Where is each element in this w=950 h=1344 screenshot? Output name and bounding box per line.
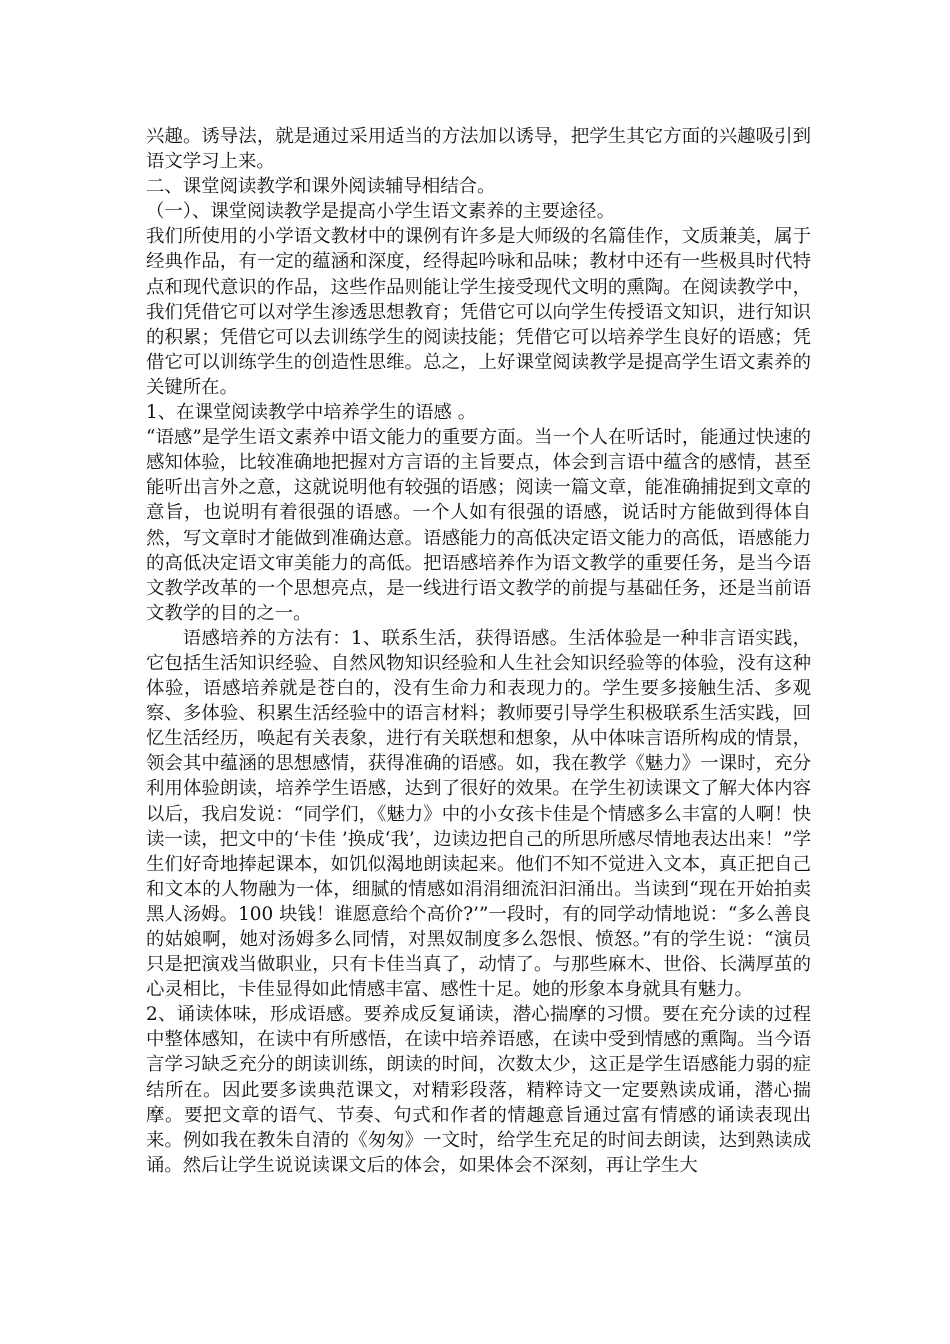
paragraph-language-sense-definition: “语感”是学生语文素养中语文能力的重要方面。当一个人在听话时，能通过快速的感知体验，比较准确地把握对方言语的主旨要点，体会到言语中蕴含的感情，甚至能听出言外之意，这就说明他有较强的语感；阅读一篇文章，能准确捕捉到文章的意旨，也说明有着很强的语感。一个人如有很强的语感，说话时方能做到得体自然，写文章时才能做到准确达意。语感能力的高低决定语文能力的高低，语感能力的高低决定语文审美能力的高低。把语感培养作为语文教学的重要任务，是当今语文教学改革的一个思想亮点，是一线进行语文教学的前提与基础任务，还是当前语文教学的目的之一。 — [146, 427, 811, 624]
paragraph-textbook-value: 我们所使用的小学语文教材中的课例有许多是大师级的名篇佳作，文质兼美，属于经典作品，有一定的蕴涵和深度，经得起吟咏和品味；教材中还有一些极具时代特点和现代意识的作品，这些作品则能让学生接受现代文明的熏陶。在阅读教学中，我们凭借它可以对学生渗透思想教育；凭借它可以向学生传授语文知识，进行知识的积累；凭借它可以去训练学生的阅读技能；凭借它可以培养学生良好的语感；凭借它可以训练学生的创造性思维。总之，上好课堂阅读教学是提高学生语文素养的关键所在。 — [146, 226, 811, 398]
section-heading: 二、课堂阅读教学和课外阅读辅导相结合。 — [146, 176, 496, 198]
paragraph-method-recitation: 2、诵读体味，形成语感。要养成反复诵读，潜心揣摩的习惯。要在充分读的过程中整体感知，在读中有所感悟，在读中培养语感，在读中受到情感的熏陶。当今语言学习缺乏充分的朗读训练，朗读的时间，次数太少，这正是学生语感能力弱的症结所在。因此要多读典范课文，对精彩段落，精粹诗文一定要熟读成诵，潜心揣摩。要把文章的语气、节奏、句式和作者的情趣意旨通过富有情感的诵读表现出来。例如我在教朱自清的《匆匆》一文时，给学生充足的时间去朗读，达到熟读成诵。然后让学生说说读课文后的体会，如果体会不深刻，再让学生大 — [146, 1004, 811, 1176]
paragraph-method-life-connection: 语感培养的方法有：1、联系生活，获得语感。生活体验是一种非言语实践，它包括生活知识经验、自然风物知识经验和人生社会知识经验等的体验，没有这种体验，语感培养就是苍白的，没有生命力和表现力的。学生要多接触生活、多观察、多体验、积累生活经验中的语言材料；教师要引导学生积极联系生活实践，回忆生活经历，唤起有关表象，进行有关联想和想象，从中体味言语所构成的情景，领会其中蕴涵的思想感情，获得准确的语感。如，我在教学《魅力》一课时，充分利用体验朗读，培养学生语感，达到了很好的效果。在学生初读课文了解大体内容以后，我启发说：“同学们，《魅力》中的小女孩卡佳是个情感多么丰富的人啊！快读一读，把文中的‘卡佳 ’换成‘我’，边读边把自己的所思所感尽情地表达出来！”学生们好奇地捧起课本，如饥似渴地朗读起来。他们不知不觉进入文本，真正把自己和文本的人物融为一体，细腻的情感如涓涓细流汩汩涌出。当读到“现在开始拍卖黑人汤姆。100 块钱！谁愿意给个高价?’”一段时，有的同学动情地说：“多么善良的姑娘啊，她对汤姆多么同情，对黑奴制度多么怨恨、愤怒。”有的学生说：“演员只是把演戏当做职业，只有卡佳当真了，动情了。与那些麻木、世俗、长满厚茧的心灵相比，卡佳显得如此情感丰富、感性十足。她的形象本身就具有魅力。 — [146, 627, 811, 1001]
point-heading-language-sense: 1、在课堂阅读教学中培养学生的语感 。 — [146, 402, 477, 424]
subsection-heading: （一）、课堂阅读教学是提高小学生语文素养的主要途径。 — [146, 201, 615, 223]
paragraph-continuation: 兴趣。诱导法，就是通过采用适当的方法加以诱导，把学生其它方面的兴趣吸引到语文学习上来。 — [146, 126, 811, 173]
document-body — [146, 124, 811, 1178]
